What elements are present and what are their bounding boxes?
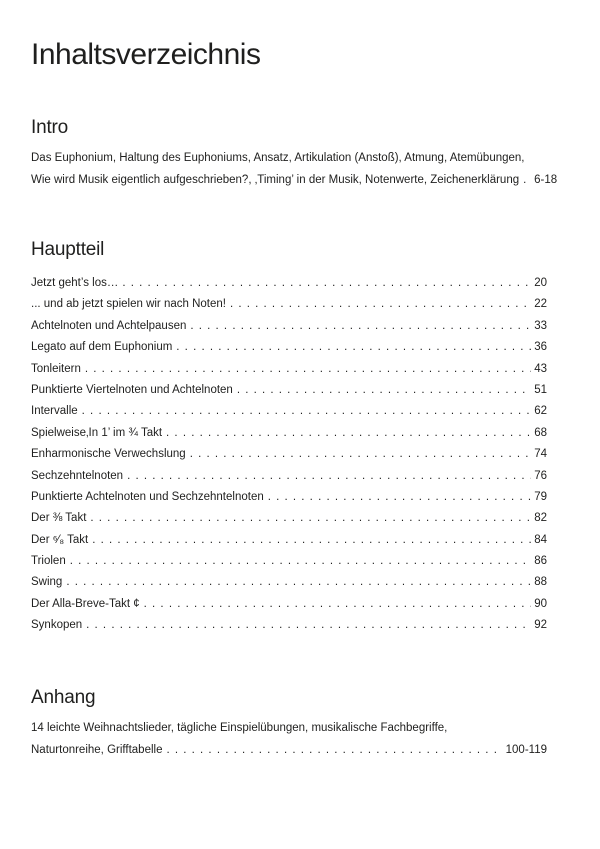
toc-entry-label: Punktierte Viertelnoten und Achtelnoten: [31, 383, 233, 396]
toc-entry-label: Der ⅜ Takt: [31, 512, 87, 525]
toc-entry: [31, 337, 547, 358]
dot-leader: [523, 173, 531, 187]
toc-entry: [31, 551, 547, 572]
intro-line-2-text: Wie wird Musik eigentlich aufgeschrieben?, ‚Timing’ in der Musik, Notenwerte, Zeichenerklärung: [31, 174, 520, 186]
toc-entry: [31, 572, 547, 593]
dot-leader: [166, 423, 531, 444]
toc-entry-page: 33: [534, 319, 547, 332]
toc-entry-label: Spielweise‚In 1’ im ¾ Takt: [31, 426, 163, 439]
dot-leader: [66, 572, 531, 593]
toc-entry: [31, 380, 547, 401]
section-heading-anhang: Anhang: [31, 687, 96, 708]
toc-entry: [31, 508, 547, 529]
toc-entry-label: Enharmonische Verwechslung: [31, 448, 186, 461]
dot-leader: [190, 444, 532, 465]
intro-description-line-1: Das Euphonium, Haltung des Euphoniums, Ansatz, Artikulation (Anstoß), Atmung, Atemübungen,: [31, 152, 525, 164]
dot-leader: [144, 594, 532, 615]
intro-description-line-2: [31, 173, 558, 187]
toc-entry-page: 68: [534, 426, 547, 439]
toc-entry: [31, 401, 547, 422]
toc-entry-page: 43: [534, 362, 547, 375]
toc-entry-page: 82: [534, 512, 547, 525]
dot-leader: [85, 359, 531, 380]
toc-entry-label: Triolen: [31, 555, 66, 568]
toc-entry: [31, 615, 547, 636]
dot-leader: [82, 401, 532, 422]
toc-entry-page: 86: [534, 555, 547, 568]
toc-entry-page: 22: [534, 298, 547, 311]
toc-list: [31, 273, 547, 637]
intro-page-range: 6-18: [534, 174, 558, 186]
toc-entry-label: Jetzt geht’s los…: [31, 277, 119, 289]
toc-entry-page: 76: [534, 469, 547, 482]
section-heading-hauptteil: Hauptteil: [31, 239, 105, 260]
toc-entry-label: Der Alla-Breve-Takt ¢: [31, 597, 140, 610]
toc-entry-page: 90: [534, 597, 547, 610]
toc-entry-label: Synkopen: [31, 619, 83, 632]
toc-entry-label: Achtelnoten und Achtelpausen: [31, 319, 187, 332]
dot-leader: [122, 273, 531, 294]
toc-entry-label: ... und ab jetzt spielen wir nach Noten!: [31, 298, 226, 311]
dot-leader: [86, 615, 531, 636]
toc-entry-label: Der ⁶⁄₈ Takt: [31, 533, 89, 546]
toc-entry: [31, 359, 547, 380]
toc-entry-label: Punktierte Achtelnoten und Sechzehntelnoten: [31, 490, 264, 503]
anhang-page-range: 100-119: [505, 744, 547, 756]
toc-entry: [31, 594, 547, 615]
section-heading-intro: Intro: [31, 117, 69, 138]
toc-entry: [31, 466, 547, 487]
toc-entry: [31, 444, 547, 465]
toc-entry: [31, 487, 547, 508]
anhang-description-line-1: 14 leichte Weihnachtslieder, tägliche Einspielübungen, musikalische Fachbegriffe,: [31, 722, 448, 734]
toc-entry-page: 36: [534, 341, 547, 354]
toc-entry-page: 20: [534, 277, 547, 289]
dot-leader: [268, 487, 531, 508]
dot-leader: [176, 337, 531, 358]
toc-entry-page: 51: [534, 383, 547, 396]
toc-entry-page: 92: [534, 619, 547, 632]
anhang-description-line-2: [31, 743, 547, 757]
toc-entry-page: 74: [534, 448, 547, 461]
toc-entry-page: 88: [534, 576, 547, 589]
toc-entry: [31, 423, 547, 444]
page-title: Inhaltsverzeichnis: [31, 38, 261, 71]
dot-leader: [237, 380, 531, 401]
toc-entry-page: 79: [534, 490, 547, 503]
anhang-line-2-text: Naturtonreihe, Grifftabelle: [31, 744, 163, 756]
toc-entry: [31, 530, 547, 551]
toc-entry-label: Swing: [31, 576, 63, 589]
dot-leader: [190, 316, 531, 337]
toc-entry-label: Sechzehntelnoten: [31, 469, 124, 482]
toc-entry-page: 62: [534, 405, 547, 418]
dot-leader: [70, 551, 531, 572]
dot-leader: [230, 294, 531, 315]
toc-entry-label: Intervalle: [31, 405, 78, 418]
toc-entry-page: 84: [534, 533, 547, 546]
toc-entry: [31, 273, 547, 294]
dot-leader: [166, 743, 502, 757]
dot-leader: [90, 508, 531, 529]
toc-entry: [31, 294, 547, 315]
dot-leader: [127, 466, 531, 487]
toc-entry-label: Tonleitern: [31, 362, 81, 375]
toc-entry-label: Legato auf dem Euphonium: [31, 341, 173, 354]
toc-entry: [31, 316, 547, 337]
dot-leader: [92, 530, 531, 551]
